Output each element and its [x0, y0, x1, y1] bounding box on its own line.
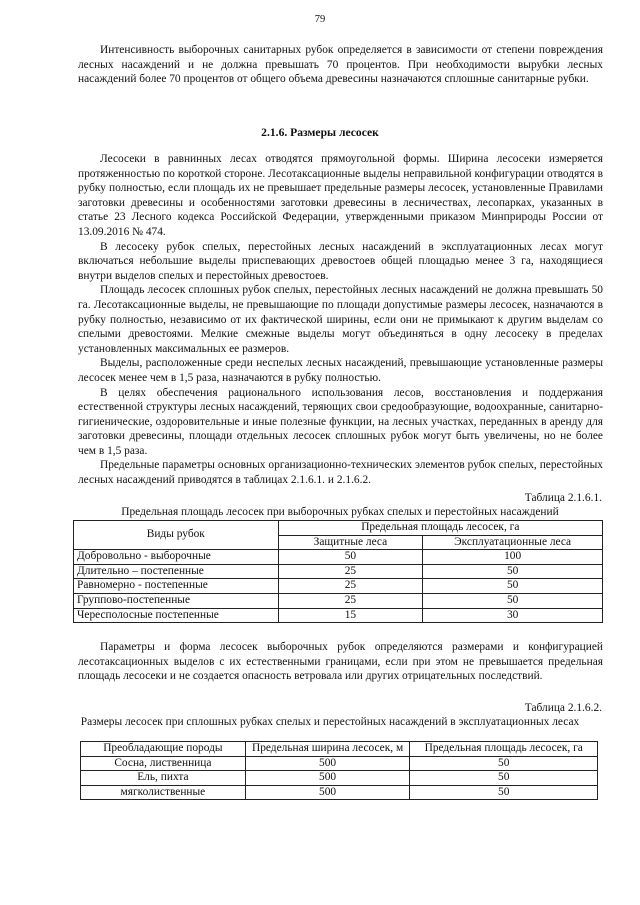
- paragraph: В целях обеспечения рационального использования лесов, восстановления и поддержания естественной структуры лесных насаждений, теряющих свои средообразующие, водоохранные, санитарно-гигиенические, оздоровительные и иные полезные функции, на лесных участках, переданных в аренду для заготовки древесины, площади отдельных лесосек сплошных рубок могут быть увеличены, но не более чем в 1,5 раза.: [78, 386, 603, 457]
- table-cell: 500: [245, 771, 410, 786]
- table-2-caption: Размеры лесосек при сплошных рубках спелых и перестойных насаждений в эксплуатационных лесах: [80, 716, 580, 728]
- paragraph: Предельные параметры основных организационно-технических элементов рубок спелых, перестойных лесных насаждений приводятся в таблицах 2.1.6.1. и 2.1.6.2.: [78, 459, 603, 487]
- table-row: [74, 593, 603, 608]
- table-cell: мягколиственные: [81, 785, 246, 800]
- header-cell: Предельная ширина лесосек, м: [245, 742, 410, 757]
- body-text: [78, 152, 603, 488]
- table-cell: Ель, пихта: [81, 771, 246, 786]
- table-header-row: [81, 742, 598, 757]
- table-1: [73, 520, 603, 623]
- table-row: [74, 550, 603, 565]
- intro-paragraph: Интенсивность выборочных санитарных рубок определяется в зависимости от степени повреждения лесных насаждений и не должна превышать 70 процентов. При необходимости вырубки лесных насаждений более 70 процентов от общего объема древесины назначаются сплошные санитарные рубки.: [78, 44, 603, 86]
- table-cell: Равномерно - постепенные: [74, 579, 279, 594]
- table-cell: 500: [245, 756, 410, 771]
- paragraph: Площадь лесосек сплошных рубок спелых, перестойных лесных насаждений не должна превышать 50 га. Лесотаксационные выделы, не превышающие по площади допустимые размеры лесосек, назначаются в рубку полностью, независимо от их фактической ширины, если они не примыкают к другим выделам со спелыми древостоями. Мелкие смежные выделы могут объединяться в одну лесосеку в пределах установленных максимальных ее размеров.: [78, 284, 603, 355]
- table-1-label: Таблица 2.1.6.1.: [524, 492, 602, 504]
- table-cell: Сосна, лиственница: [81, 756, 246, 771]
- table-cell: 50: [410, 785, 598, 800]
- header-cell: Преобладающие породы: [81, 742, 246, 757]
- page-number: 79: [314, 14, 326, 25]
- table-cell: 50: [410, 756, 598, 771]
- table-row: [81, 771, 598, 786]
- table-row: [74, 579, 603, 594]
- table-cell: 50: [423, 564, 603, 579]
- table-cell: 25: [278, 593, 423, 608]
- table-2-label: Таблица 2.1.6.2.: [524, 702, 602, 714]
- table-cell: 100: [423, 550, 603, 565]
- header-cell: Эксплуатационные леса: [423, 535, 603, 550]
- table-cell: Добровольно - выборочные: [74, 550, 279, 565]
- middle-block: [78, 640, 603, 684]
- table-cell: Чересполосные постепенные: [74, 608, 279, 623]
- paragraph: Лесосеки в равнинных лесах отводятся прямоугольной формы. Ширина лесосеки измеряется протяженностью по короткой стороне. Лесотаксационные выделы неправильной конфигурации отводятся в рубку полностью, если площадь их не превышает предельные размеры лесосек, установленные Правилами заготовки древесины и особенностями заготовки древесины в лесничествах, лесопарках, указанных в статье 23 Лесного кодекса Российской Федерации, утвержденными приказом Минприроды России от 13.09.2016 № 474.: [78, 153, 603, 238]
- table-cell: Длительно – постепенные: [74, 564, 279, 579]
- table-header-row: [74, 521, 603, 536]
- table-row: [81, 756, 598, 771]
- table-cell: 50: [278, 550, 423, 565]
- header-cell: Защитные леса: [278, 535, 423, 550]
- table-cell: 25: [278, 564, 423, 579]
- table-cell: 15: [278, 608, 423, 623]
- section-heading: 2.1.6. Размеры лесосек: [261, 126, 379, 139]
- header-cell: Предельная площадь лесосек, га: [278, 521, 602, 536]
- table-cell: Группово-постепенные: [74, 593, 279, 608]
- table-2: [80, 741, 598, 800]
- table-cell: 50: [423, 579, 603, 594]
- intro-block: [78, 43, 603, 87]
- table-cell: 50: [423, 593, 603, 608]
- table-1-caption: Предельная площадь лесосек при выборочных рубках спелых и перестойных насаждений: [121, 506, 559, 518]
- paragraph: В лесосеку рубок спелых, перестойных лесных насаждений в эксплуатационных лесах могут включаться небольшие выделы приспевающих древостоев общей площадью менее 3 га, находящиеся внутри выделов спелых и перестойных древостоев.: [78, 240, 603, 282]
- middle-paragraph: Параметры и форма лесосек выборочных рубок определяются размерами и конфигурацией лесотаксационных выделов с их естественными границами, если при этом не превышается предельная площадь лесосеки и не создается опасность ветровала или других отрицательных последствий.: [78, 641, 603, 683]
- header-cell: Предельная площадь лесосек, га: [410, 742, 598, 757]
- table-row: [81, 785, 598, 800]
- table-cell: 25: [278, 579, 423, 594]
- table-cell: 500: [245, 785, 410, 800]
- table-row: [74, 564, 603, 579]
- table-cell: 50: [410, 771, 598, 786]
- table-cell: 30: [423, 608, 603, 623]
- header-cell: Виды рубок: [74, 521, 279, 550]
- paragraph: Выделы, расположенные среди неспелых лесных насаждений, превышающие установленные размеры лесосек менее чем в 1,5 раза, назначаются в рубку полностью.: [78, 357, 603, 384]
- table-row: [74, 608, 603, 623]
